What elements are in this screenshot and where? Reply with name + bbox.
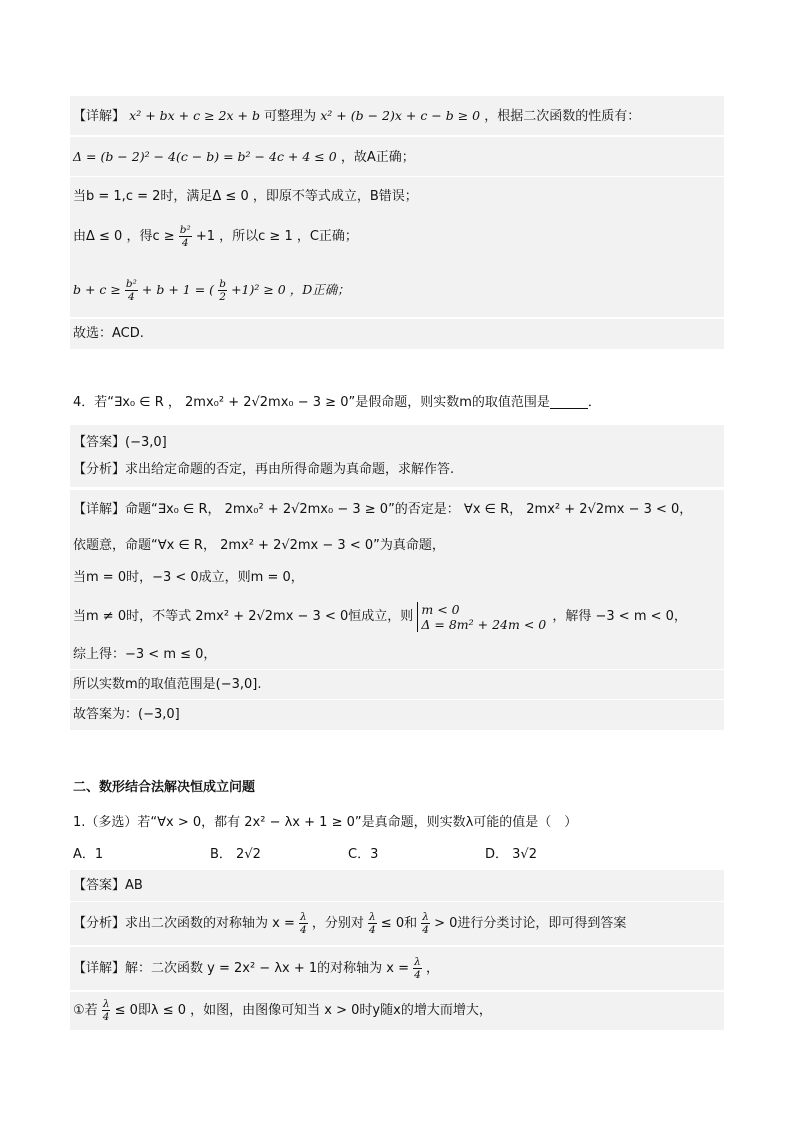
detail-line-6 — [70, 319, 724, 349]
denominator: 4 — [422, 924, 429, 936]
text: 可整理为 — [264, 109, 321, 124]
denominator: 4 — [102, 1011, 110, 1023]
answer-blank — [550, 396, 588, 409]
option-a: A．1 — [73, 847, 104, 862]
numerator: λ — [368, 911, 376, 923]
q1-analysis — [70, 902, 724, 946]
detail-line-2 — [70, 137, 724, 177]
math-expr: x² + bx + c ≥ 2x + b — [129, 108, 260, 123]
q4-detail-1 — [70, 490, 724, 530]
numerator: λ — [300, 911, 307, 923]
analysis-text: 【分析】求出给定命题的否定，再由所得命题为真命题，求解作答. — [73, 462, 455, 477]
system-line-1: m < 0 — [421, 601, 460, 617]
text: ，根据二次函数的性质有： — [484, 109, 641, 124]
fraction — [218, 278, 227, 303]
detail-line-5 — [70, 262, 724, 318]
q4-detail-5 — [70, 640, 724, 670]
q4-detail-6 — [70, 670, 724, 700]
detail-text: ①若 — [73, 1003, 98, 1018]
section-heading — [70, 768, 724, 808]
q4-detail-4 — [70, 592, 724, 642]
denominator: 2 — [219, 291, 226, 303]
detail-text: ≤ 0即λ ≤ 0 ，如图，由图像可知当 x > 0时y随x的增大而增大， — [114, 1003, 492, 1018]
numerator: b² — [125, 278, 137, 290]
text: ，故A正确； — [340, 150, 415, 165]
numerator: λ — [102, 998, 110, 1010]
numerator: λ — [422, 911, 429, 923]
text: 当b = 1,c = 2时，满足Δ ≤ 0 ，即原不等式成立，B错误； — [73, 189, 418, 204]
inequality-system — [417, 602, 546, 632]
denominator: 4 — [299, 924, 307, 936]
answer-text: 【答案】AB — [73, 878, 143, 893]
fraction — [421, 911, 430, 936]
detail-text: ， — [425, 961, 439, 976]
denominator: 4 — [127, 291, 135, 303]
q4-stem — [70, 383, 724, 423]
answer-text: 【答案】(−3,0] — [73, 435, 167, 450]
q1-case-1 — [70, 992, 724, 1030]
math-expr: +1)² ≥ 0 ，D正确； — [231, 282, 350, 297]
detail-line-1 — [70, 96, 724, 136]
numerator: λ — [414, 956, 421, 968]
option-b: B． 2√2 — [210, 847, 261, 862]
q4-analysis — [70, 452, 724, 488]
detail-text: 故答案为：(−3,0] — [73, 707, 180, 722]
detail-text: ，解得 −3 < m < 0， — [552, 609, 687, 624]
detail-text: 当m ≠ 0时，不等式 2mx² + 2√2mx − 3 < 0恒成立，则 — [73, 609, 414, 624]
option-c: C．3 — [348, 847, 379, 862]
analysis-text: ≤ 0和 — [380, 916, 418, 931]
text: 由Δ ≤ 0 ，得c ≥ — [73, 229, 179, 244]
detail-text: 依题意，命题“∀x ∈ R， 2mx² + 2√2mx − 3 < 0”为真命题， — [73, 538, 445, 553]
math-expr: + b + 1 = ( — [141, 282, 215, 297]
q4-detail-3 — [70, 562, 724, 594]
text: +1 ，所以c ≥ 1 ，C正确； — [195, 229, 358, 244]
text: 故选：ACD. — [73, 326, 144, 341]
detail-text: 【详解】解：二次函数 y = 2x² − λx + 1的对称轴为 x = — [73, 961, 414, 976]
question-text: 4．若“∃x₀ ∈ R ， 2mx₀² + 2√2mx₀ − 3 ≥ 0”是假命题，则实数m的取值范围是 — [73, 395, 550, 410]
q1-answer — [70, 870, 724, 902]
q4-detail-2 — [70, 528, 724, 564]
detail-text: 当m = 0时，−3 < 0成立，则m = 0， — [73, 570, 304, 585]
numerator: b — [219, 278, 226, 290]
heading-text: 二、数形结合法解决恒成立问题 — [73, 780, 256, 795]
detail-text: 【详解】命题“∃x₀ ∈ R， 2mx₀² + 2√2mx₀ − 3 ≥ 0”的否定是： ∀x ∈ R， 2mx² + 2√2mx − 3 < 0， — [73, 502, 693, 517]
fraction — [102, 998, 111, 1023]
analysis-text: 【分析】求出二次函数的对称轴为 x = — [73, 916, 299, 931]
analysis-text: > 0进行分类讨论，即可得到答案 — [434, 916, 627, 931]
numerator: b² — [179, 224, 191, 236]
text: ． — [587, 395, 601, 410]
denominator: 4 — [368, 924, 376, 936]
detail-label: 【详解】 — [73, 109, 126, 124]
fraction — [368, 911, 377, 936]
system-line-2: Δ = 8m² + 24m < 0 — [421, 616, 547, 632]
math-expr: b + c ≥ — [73, 282, 125, 297]
math-expr: Δ = (b − 2)² − 4(c − b) = b² − 4c + 4 ≤ 0 — [73, 149, 337, 164]
question-text: 1.（多选）若“∀x > 0，都有 2x² − λx + 1 ≥ 0”是真命题，则实数λ可能的值是（ ） — [73, 815, 578, 830]
denominator: 4 — [414, 969, 421, 981]
denominator: 4 — [181, 237, 189, 249]
q4-detail-7 — [70, 700, 724, 730]
fraction — [299, 911, 308, 936]
math-expr: x² + (b − 2)x + c − b ≥ 0 — [320, 108, 481, 123]
q1-detail — [70, 947, 724, 991]
detail-text: 所以实数m的取值范围是(−3,0]. — [73, 677, 262, 692]
option-d: D． 3√2 — [485, 847, 537, 862]
detail-line-4 — [70, 211, 724, 263]
q1-options — [70, 835, 724, 875]
analysis-text: ，分别对 — [311, 916, 364, 931]
detail-text: 综上得：−3 < m ≤ 0， — [73, 647, 217, 662]
fraction — [179, 224, 192, 249]
fraction — [125, 278, 138, 303]
fraction — [413, 956, 422, 981]
